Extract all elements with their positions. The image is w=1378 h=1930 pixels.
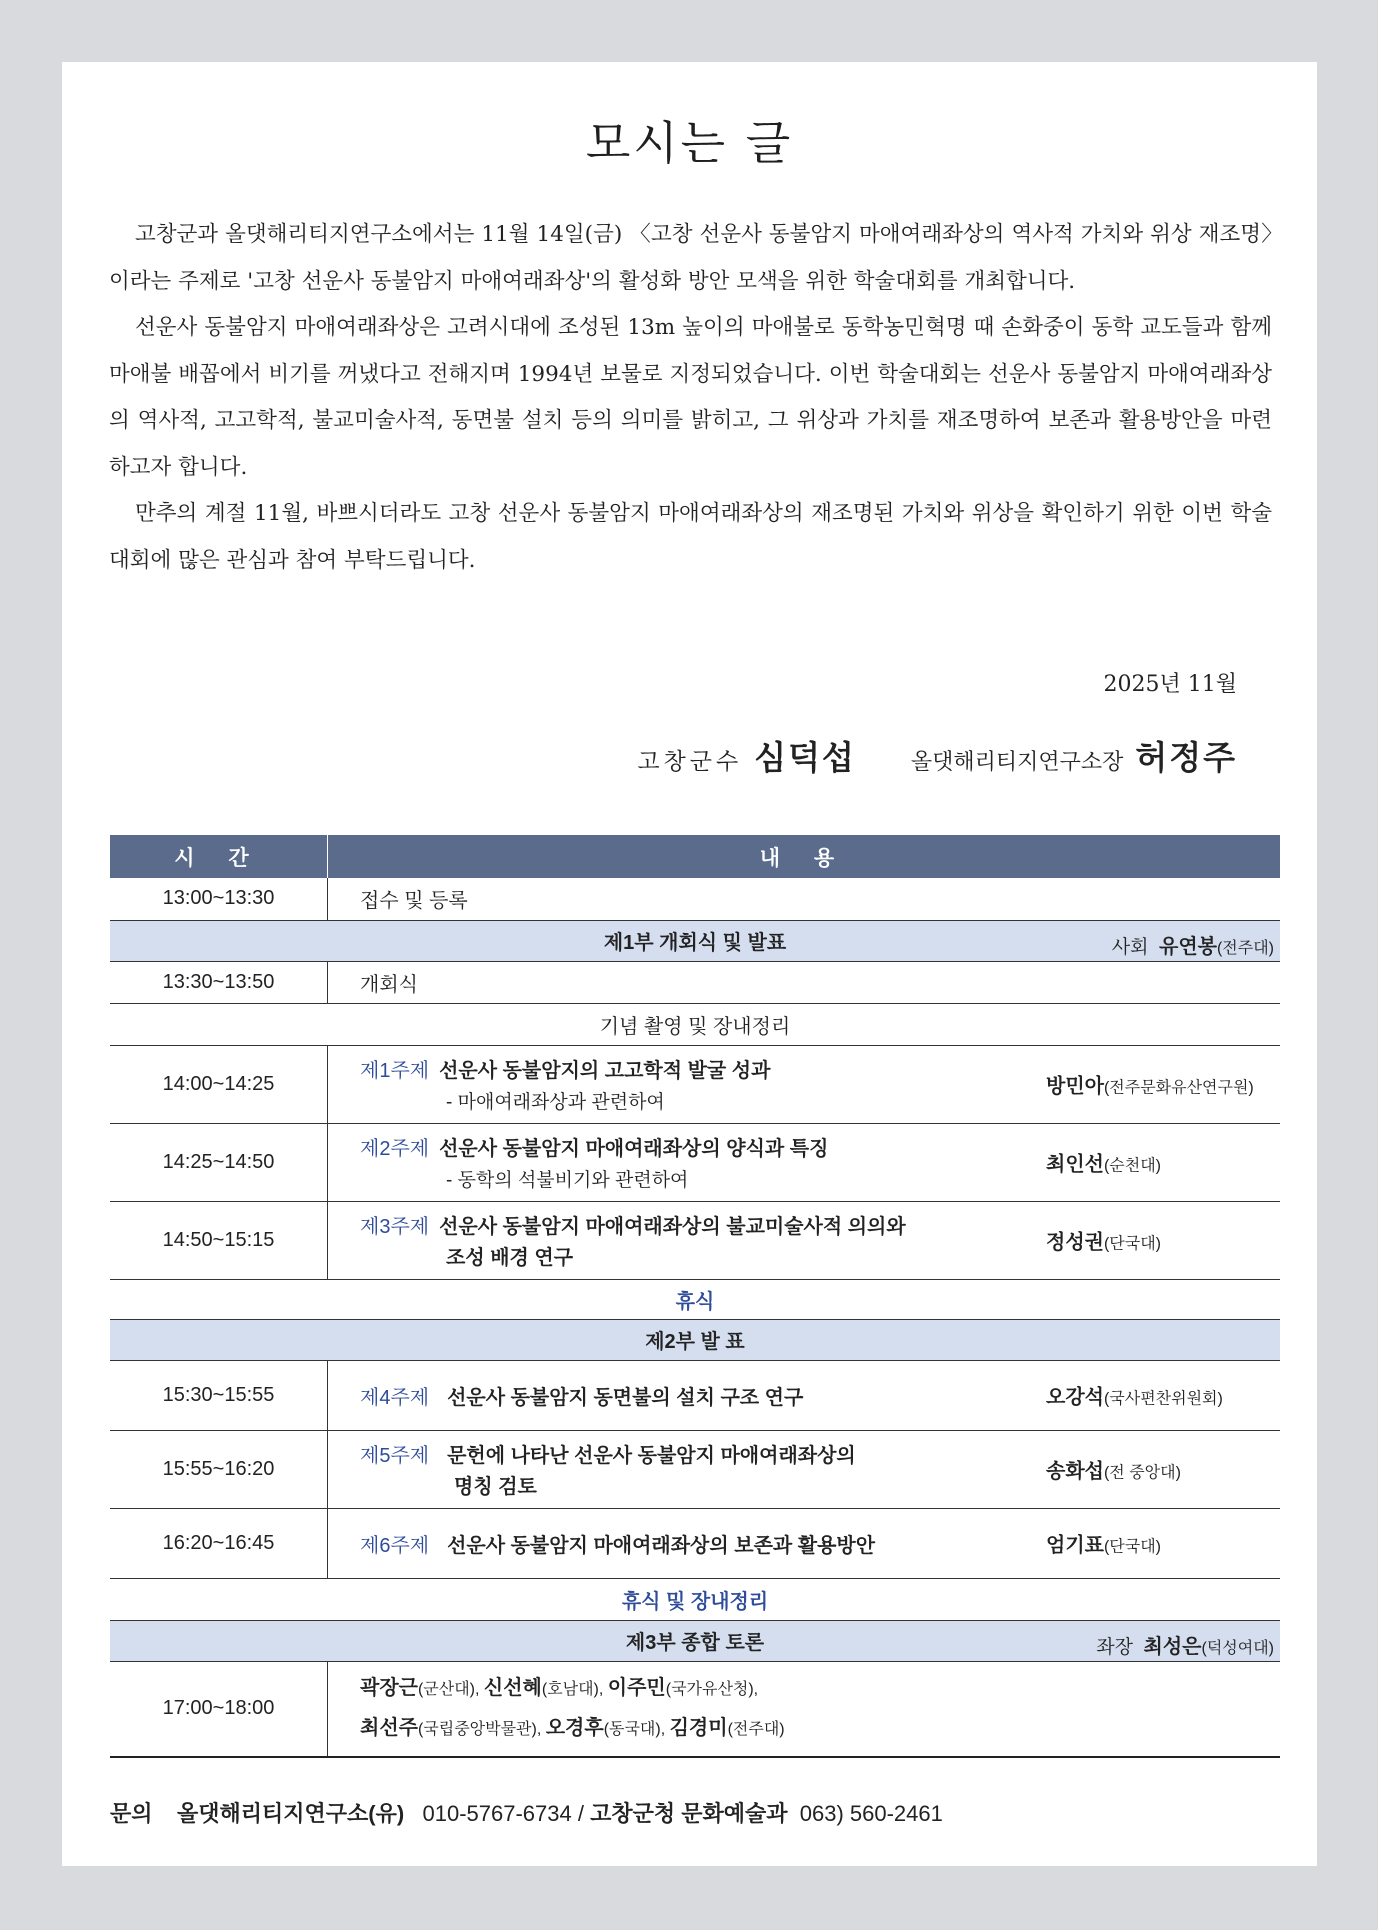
discussion-row <box>110 1661 1280 1757</box>
contact-org-1: 올댓해리티지연구소(유) <box>176 1801 405 1826</box>
session-3-row <box>110 1620 1280 1661</box>
time-cell: 13:00~13:30 <box>110 878 328 920</box>
time-cell: 14:00~14:25 <box>110 1045 328 1123</box>
invitation-body <box>109 212 1272 584</box>
contact-phone-2: 063) 560-2461 <box>799 1801 943 1826</box>
time-cell: 14:25~14:50 <box>110 1123 328 1201</box>
topic-row-5 <box>110 1430 1280 1508</box>
time-cell: 15:30~15:55 <box>110 1360 328 1430</box>
topic-row-6 <box>110 1508 1280 1578</box>
signers <box>637 732 1237 779</box>
session-1-moderator: 사회 유연봉(전주대) <box>1111 935 1274 958</box>
topic-title: 선운사 동불암지 마애여래좌상의 불교미술사적 의의와 <box>439 1216 906 1238</box>
topic-label: 제6주제 <box>360 1534 430 1557</box>
content-cell <box>328 1201 1281 1279</box>
table-row <box>110 878 1280 920</box>
break-row-2 <box>110 1578 1280 1620</box>
signer-name-1: 심덕섭 <box>754 738 856 777</box>
session-3-title: 제3부 종합 토론 <box>625 1632 765 1654</box>
discussant-name: 이주민 <box>607 1676 666 1699</box>
discussant-name: 최선주 <box>360 1716 418 1739</box>
session-3-chair: 좌장 최성은(덕성여대) <box>1096 1635 1274 1658</box>
content-cell <box>328 1508 1281 1578</box>
topic-title: 문헌에 나타난 선운사 동불암지 마애여래좌상의 <box>447 1445 856 1467</box>
time-cell: 15:55~16:20 <box>110 1430 328 1508</box>
content-cell <box>328 1360 1281 1430</box>
topic-label: 제2주제 <box>360 1138 430 1160</box>
presenter: 송화섭(전 중앙대) <box>1046 1460 1181 1483</box>
topic-label: 제4주제 <box>360 1386 430 1409</box>
topic-title: 선운사 동불암지 마애여래좌상의 양식과 특징 <box>439 1138 829 1160</box>
session-2-row <box>110 1319 1280 1360</box>
header-time: 시 간 <box>110 835 328 878</box>
photo-session-cell: 기념 촬영 및 장내정리 <box>110 1003 1280 1045</box>
presenter: 오강석(국사편찬위원회) <box>1046 1386 1223 1409</box>
break-label: 휴식 <box>110 1279 1280 1319</box>
paragraph-3: 만추의 계절 11월, 바쁘시더라도 고창 선운사 동불암지 마애여래좌상의 재조명된 가치와 위상을 확인하기 위한 이번 학술대회에 많은 관심과 참여 부탁드립니다. <box>109 501 1272 573</box>
signer-role-2: 올댓해리티지연구소장 <box>910 750 1124 775</box>
topic-label: 제5주제 <box>360 1445 430 1467</box>
time-cell: 17:00~18:00 <box>110 1661 328 1757</box>
topic-row-4 <box>110 1360 1280 1430</box>
contact-label: 문의 <box>110 1801 153 1826</box>
discussant-name: 김경미 <box>669 1716 728 1739</box>
topic-title-line2: 조성 배경 연구 <box>446 1247 574 1269</box>
header-content: 내 용 <box>328 835 1281 878</box>
content-cell <box>328 1045 1281 1123</box>
content-cell <box>328 1123 1281 1201</box>
issue-date: 2025년 11월 <box>1103 672 1237 697</box>
paragraph-1: 고창군과 올댓해리티지연구소에서는 11월 14일(금) 〈고창 선운사 동불암지 마애여래좌상의 역사적 가치와 위상 재조명〉이라는 주제로 '고창 선운사 동불암지 마애여래좌상'의 활성화 방안 모색을 위한 학술대회를 개최합니다. <box>109 222 1272 294</box>
topic-title: 선운사 동불암지 마애여래좌상의 보존과 활용방안 <box>447 1534 876 1557</box>
topic-title: 선운사 동불암지의 고고학적 발굴 성과 <box>439 1060 771 1082</box>
table-header <box>110 835 1280 878</box>
topic-row-2 <box>110 1123 1280 1201</box>
topic-subtitle: - 마애여래좌상과 관련하여 <box>446 1092 665 1113</box>
session-1-row <box>110 920 1280 961</box>
presenter: 정성권(단국대) <box>1046 1231 1161 1254</box>
time-cell: 14:50~15:15 <box>110 1201 328 1279</box>
discussant-name: 오경후 <box>545 1716 604 1739</box>
program-table <box>110 835 1280 1758</box>
topic-title: 선운사 동불암지 동면불의 설치 구조 연구 <box>447 1386 804 1409</box>
discussants-cell: 곽장근(군산대), 신선혜(호남대), 이주민(국가유산청), 최선주(국립중앙박물관), 오경후(동국대), 김경미(전주대) <box>328 1661 1281 1757</box>
signer-role-1: 고창군수 <box>637 749 743 775</box>
topic-subtitle: - 동학의 석불비기와 관련하여 <box>446 1170 689 1191</box>
topic-row-1 <box>110 1045 1280 1123</box>
topic-label: 제3주제 <box>360 1216 430 1238</box>
content-cell: 개회식 <box>328 961 1281 1003</box>
time-cell: 16:20~16:45 <box>110 1508 328 1578</box>
session-1-title: 제1부 개회식 및 발표 <box>603 932 787 954</box>
presenter: 최인선(순천대) <box>1046 1153 1161 1176</box>
topic-title-line2: 명칭 검토 <box>454 1476 537 1498</box>
topic-label: 제1주제 <box>360 1060 430 1082</box>
contact-info <box>110 1797 943 1828</box>
page-title: 모시는 글 <box>585 116 794 170</box>
discussant-name: 신선혜 <box>483 1676 542 1699</box>
break-label: 휴식 및 장내정리 <box>621 1590 769 1613</box>
table-row <box>110 961 1280 1003</box>
session-2-title: 제2부 발 표 <box>645 1331 745 1353</box>
break-row-1 <box>110 1279 1280 1319</box>
paragraph-2: 선운사 동불암지 마애여래좌상은 고려시대에 조성된 13m 높이의 마애불로 동학농민혁명 때 손화중이 동학 교도들과 함께 마애불 배꼽에서 비기를 꺼냈다고 전해지며 1994년 보물로 지정되었습니다. 이번 학술대회는 선운사 동불암지 마애여래좌상의 역사적, 고고학적, 불교미술사적, 동면불 설치 등의 의미를 밝히고, 그 위상과 가치를 재조명하여 보존과 활용방안을 마련하고자 합니다. <box>109 315 1272 480</box>
signer-name-2: 허정주 <box>1135 738 1237 777</box>
content-cell: 접수 및 등록 <box>328 878 1281 920</box>
topic-row-3 <box>110 1201 1280 1279</box>
content-cell <box>328 1430 1281 1508</box>
time-cell: 13:30~13:50 <box>110 961 328 1003</box>
presenter: 엄기표(단국대) <box>1046 1534 1161 1557</box>
contact-phone-1: 010-5767-6734 <box>422 1801 572 1826</box>
contact-org-2: 고창군청 문화예술과 <box>590 1801 788 1826</box>
discussant-name: 곽장근 <box>360 1676 418 1699</box>
table-row <box>110 1003 1280 1045</box>
presenter: 방민아(전주문화유산연구원) <box>1046 1075 1254 1098</box>
contact-separator: / <box>577 1801 584 1826</box>
